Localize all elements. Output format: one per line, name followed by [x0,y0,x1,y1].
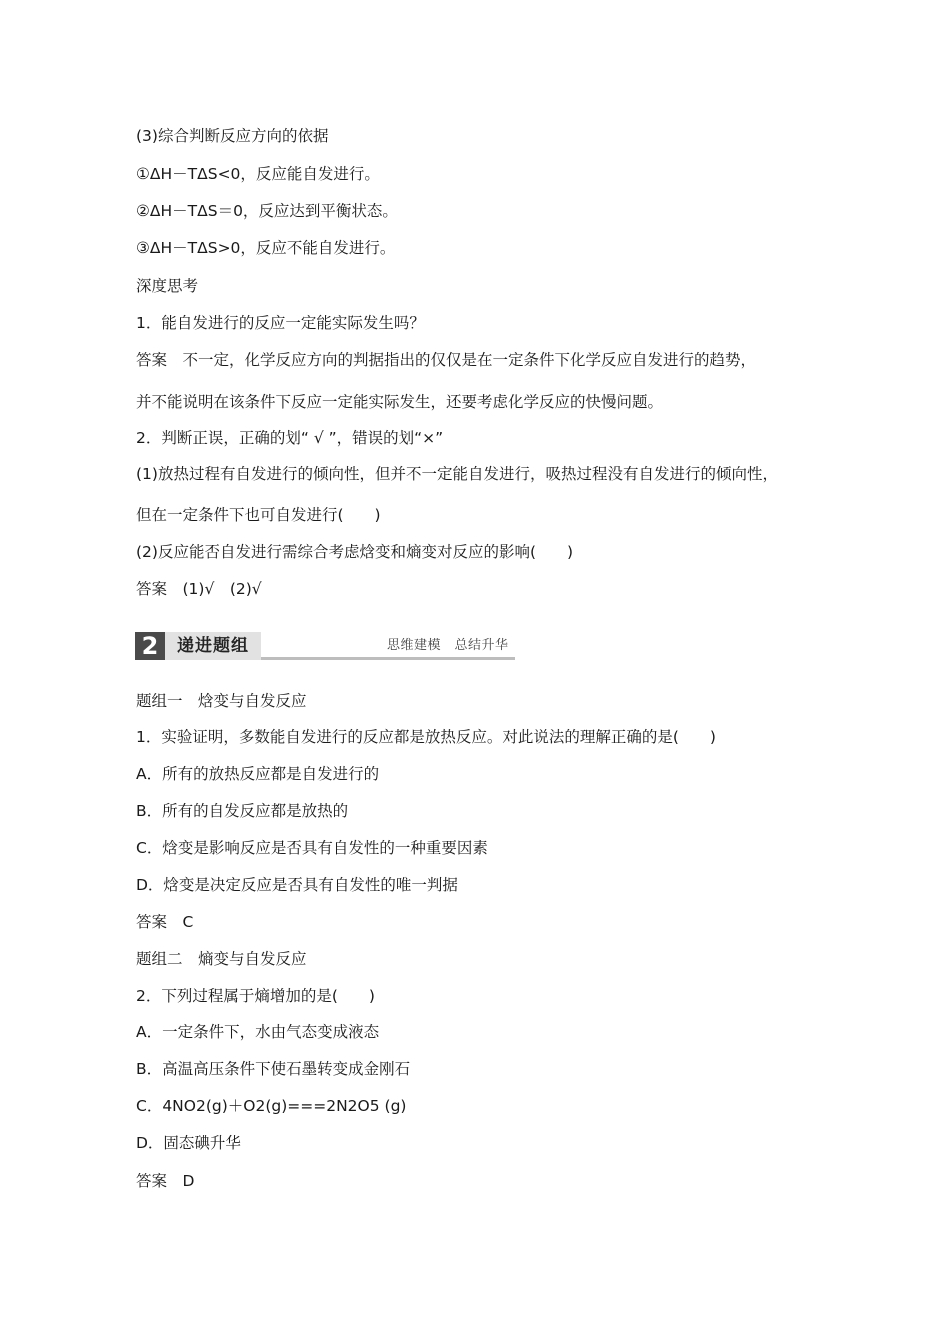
banner-rule [261,657,515,660]
problem-1-answer: 答案 C [136,913,194,931]
deep-thinking-heading: 深度思考 [136,277,199,295]
problem-2-option-b: B．高温高压条件下使石墨转变成金刚石 [136,1060,411,1078]
criterion-zero: ②ΔH－TΔS＝0，反应达到平衡状态。 [136,202,398,220]
section-number: 2 [135,632,165,660]
section-title: 递进题组 [165,632,261,660]
problem-1-option-d: D．焓变是决定反应是否具有自发性的唯一判据 [136,876,458,894]
problem-2-option-a: A．一定条件下，水由气态变成液态 [136,1023,380,1041]
answer-1-line-2: 并不能说明在该条件下反应一定能实际发生，还要考虑化学反应的快慢问题。 [136,393,664,411]
problem-1-option-c: C．焓变是影响反应是否具有自发性的一种重要因素 [136,839,488,857]
problem-2-answer: 答案 D [136,1172,195,1190]
problem-2-option-d: D．固态碘升华 [136,1134,241,1152]
criteria-heading: (3)综合判断反应方向的依据 [136,127,329,145]
group-1-heading: 题组一 焓变与自发反应 [136,692,307,710]
problem-2-option-c: C．4NO2(g)＋O2(g)===2N2O5 (g) [136,1097,407,1115]
section-subtitle: 思维建模 总结升华 [387,638,509,653]
answer-1-line-1: 答案 不一定，化学反应方向的判据指出的仅仅是在一定条件下化学反应自发进行的趋势， [136,351,757,369]
group-2-heading: 题组二 熵变与自发反应 [136,950,307,968]
statement-1-line-1: (1)放热过程有自发进行的倾向性，但并不一定能自发进行，吸热过程没有自发进行的倾向性， [136,465,778,483]
answer-2: 答案 (1)√ (2)√ [136,580,262,598]
problem-1-option-a: A．所有的放热反应都是自发进行的 [136,765,380,783]
section-banner [135,632,515,662]
criterion-negative: ①ΔH－TΔS<0，反应能自发进行。 [136,165,380,183]
question-1: 1．能自发进行的反应一定能实际发生吗？ [136,314,425,332]
statement-1-line-2: 但在一定条件下也可自发进行( ) [136,506,381,524]
statement-2: (2)反应能否自发进行需综合考虑焓变和熵变对反应的影响( ) [136,543,574,561]
problem-1-option-b: B．所有的自发反应都是放热的 [136,802,349,820]
question-2: 2．判断正误，正确的划“ √ ”，错误的划“×” [136,429,444,447]
problem-2: 2．下列过程属于熵增加的是( ) [136,987,375,1005]
problem-1: 1．实验证明，多数能自发进行的反应都是放热反应。对此说法的理解正确的是( ) [136,728,716,746]
criterion-positive: ③ΔH－TΔS>0，反应不能自发进行。 [136,239,396,257]
